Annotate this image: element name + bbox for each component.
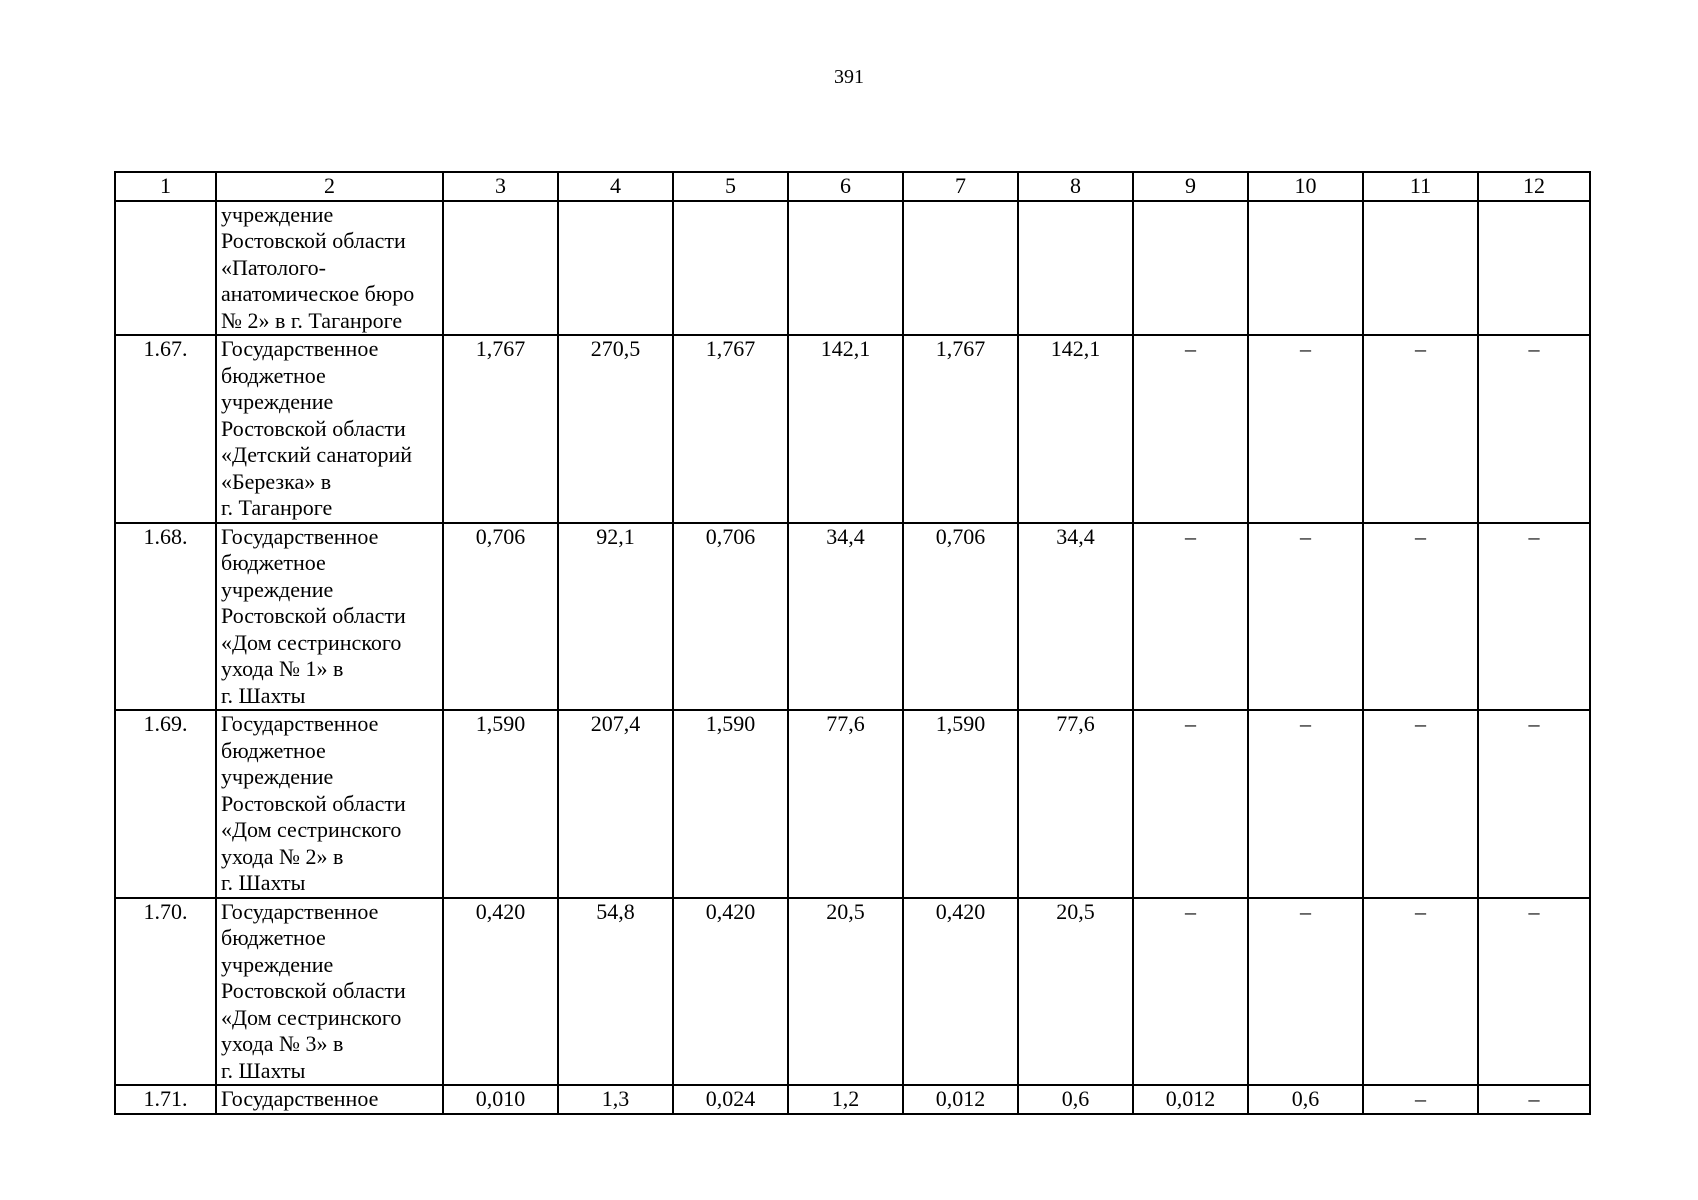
value-cell-col-11: – [1363, 523, 1478, 711]
value-cell-col-8: 77,6 [1018, 710, 1133, 898]
value-cell-col-9: 0,012 [1133, 1085, 1248, 1114]
value-cell-col-8: 142,1 [1018, 335, 1133, 523]
value-cell-col-7: 0,420 [903, 898, 1018, 1086]
column-header: 4 [558, 172, 673, 201]
value-cell-col-3: 0,420 [443, 898, 558, 1086]
value-cell-col-5 [673, 201, 788, 336]
value-cell-col-3: 0,010 [443, 1085, 558, 1114]
table-row [115, 1085, 1590, 1114]
value-cell-col-5: 0,420 [673, 898, 788, 1086]
row-number-cell: 1.68. [115, 523, 216, 711]
value-cell-col-9 [1133, 201, 1248, 336]
value-cell-col-12 [1478, 201, 1590, 336]
value-cell-col-5: 1,590 [673, 710, 788, 898]
column-header: 9 [1133, 172, 1248, 201]
value-cell-col-8: 34,4 [1018, 523, 1133, 711]
institution-name-cell: Государственное бюджетное учреждение Ростовской области «Дом сестринского ухода № 2» в г. Шахты [216, 710, 443, 898]
value-cell-col-8: 0,6 [1018, 1085, 1133, 1114]
value-cell-col-4: 207,4 [558, 710, 673, 898]
value-cell-col-5: 1,767 [673, 335, 788, 523]
value-cell-col-3: 1,767 [443, 335, 558, 523]
value-cell-col-12: – [1478, 335, 1590, 523]
value-cell-col-8 [1018, 201, 1133, 336]
value-cell-col-6: 77,6 [788, 710, 903, 898]
table-row [115, 710, 1590, 898]
value-cell-col-11: – [1363, 710, 1478, 898]
value-cell-col-3 [443, 201, 558, 336]
value-cell-col-6: 142,1 [788, 335, 903, 523]
table-row [115, 523, 1590, 711]
value-cell-col-3: 0,706 [443, 523, 558, 711]
value-cell-col-10: – [1248, 523, 1363, 711]
value-cell-col-8: 20,5 [1018, 898, 1133, 1086]
value-cell-col-6: 34,4 [788, 523, 903, 711]
value-cell-col-11: – [1363, 335, 1478, 523]
value-cell-col-11: – [1363, 1085, 1478, 1114]
table-row [115, 335, 1590, 523]
column-header: 6 [788, 172, 903, 201]
value-cell-col-10: – [1248, 710, 1363, 898]
value-cell-col-4: 92,1 [558, 523, 673, 711]
data-table [114, 171, 1591, 1115]
column-header: 12 [1478, 172, 1590, 201]
value-cell-col-7: 1,590 [903, 710, 1018, 898]
value-cell-col-5: 0,024 [673, 1085, 788, 1114]
value-cell-col-4: 54,8 [558, 898, 673, 1086]
row-number-cell: 1.67. [115, 335, 216, 523]
table-row [115, 201, 1590, 336]
institution-name-cell: Государственное бюджетное учреждение Ростовской области «Дом сестринского ухода № 1» в г. Шахты [216, 523, 443, 711]
column-header: 8 [1018, 172, 1133, 201]
value-cell-col-3: 1,590 [443, 710, 558, 898]
value-cell-col-6: 1,2 [788, 1085, 903, 1114]
value-cell-col-4: 270,5 [558, 335, 673, 523]
column-header: 3 [443, 172, 558, 201]
value-cell-col-4 [558, 201, 673, 336]
row-number-cell [115, 201, 216, 336]
page-number: 391 [834, 66, 864, 88]
institution-name-cell: Государственное бюджетное учреждение Ростовской области «Детский санаторий «Березка» в г. Таганроге [216, 335, 443, 523]
value-cell-col-5: 0,706 [673, 523, 788, 711]
value-cell-col-7: 0,706 [903, 523, 1018, 711]
value-cell-col-6 [788, 201, 903, 336]
row-number-cell: 1.69. [115, 710, 216, 898]
column-header: 5 [673, 172, 788, 201]
value-cell-col-7: 1,767 [903, 335, 1018, 523]
value-cell-col-12: – [1478, 710, 1590, 898]
value-cell-col-12: – [1478, 1085, 1590, 1114]
column-header: 11 [1363, 172, 1478, 201]
value-cell-col-6: 20,5 [788, 898, 903, 1086]
value-cell-col-10: 0,6 [1248, 1085, 1363, 1114]
value-cell-col-9: – [1133, 898, 1248, 1086]
value-cell-col-12: – [1478, 523, 1590, 711]
value-cell-col-4: 1,3 [558, 1085, 673, 1114]
value-cell-col-11: – [1363, 898, 1478, 1086]
value-cell-col-9: – [1133, 523, 1248, 711]
value-cell-col-11 [1363, 201, 1478, 336]
institution-name-cell: учреждение Ростовской области «Патолого- анатомическое бюро № 2» в г. Таганроге [216, 201, 443, 336]
value-cell-col-10: – [1248, 898, 1363, 1086]
value-cell-col-12: – [1478, 898, 1590, 1086]
institution-name-cell: Государственное бюджетное учреждение Ростовской области «Дом сестринского ухода № 3» в г. Шахты [216, 898, 443, 1086]
value-cell-col-9: – [1133, 335, 1248, 523]
row-number-cell: 1.71. [115, 1085, 216, 1114]
value-cell-col-7 [903, 201, 1018, 336]
column-header: 10 [1248, 172, 1363, 201]
column-header: 2 [216, 172, 443, 201]
row-number-cell: 1.70. [115, 898, 216, 1086]
value-cell-col-7: 0,012 [903, 1085, 1018, 1114]
value-cell-col-10: – [1248, 335, 1363, 523]
value-cell-col-10 [1248, 201, 1363, 336]
value-cell-col-9: – [1133, 710, 1248, 898]
table-row [115, 898, 1590, 1086]
column-number-row [115, 172, 1590, 201]
column-header: 7 [903, 172, 1018, 201]
column-header: 1 [115, 172, 216, 201]
institution-name-cell: Государственное [216, 1085, 443, 1114]
